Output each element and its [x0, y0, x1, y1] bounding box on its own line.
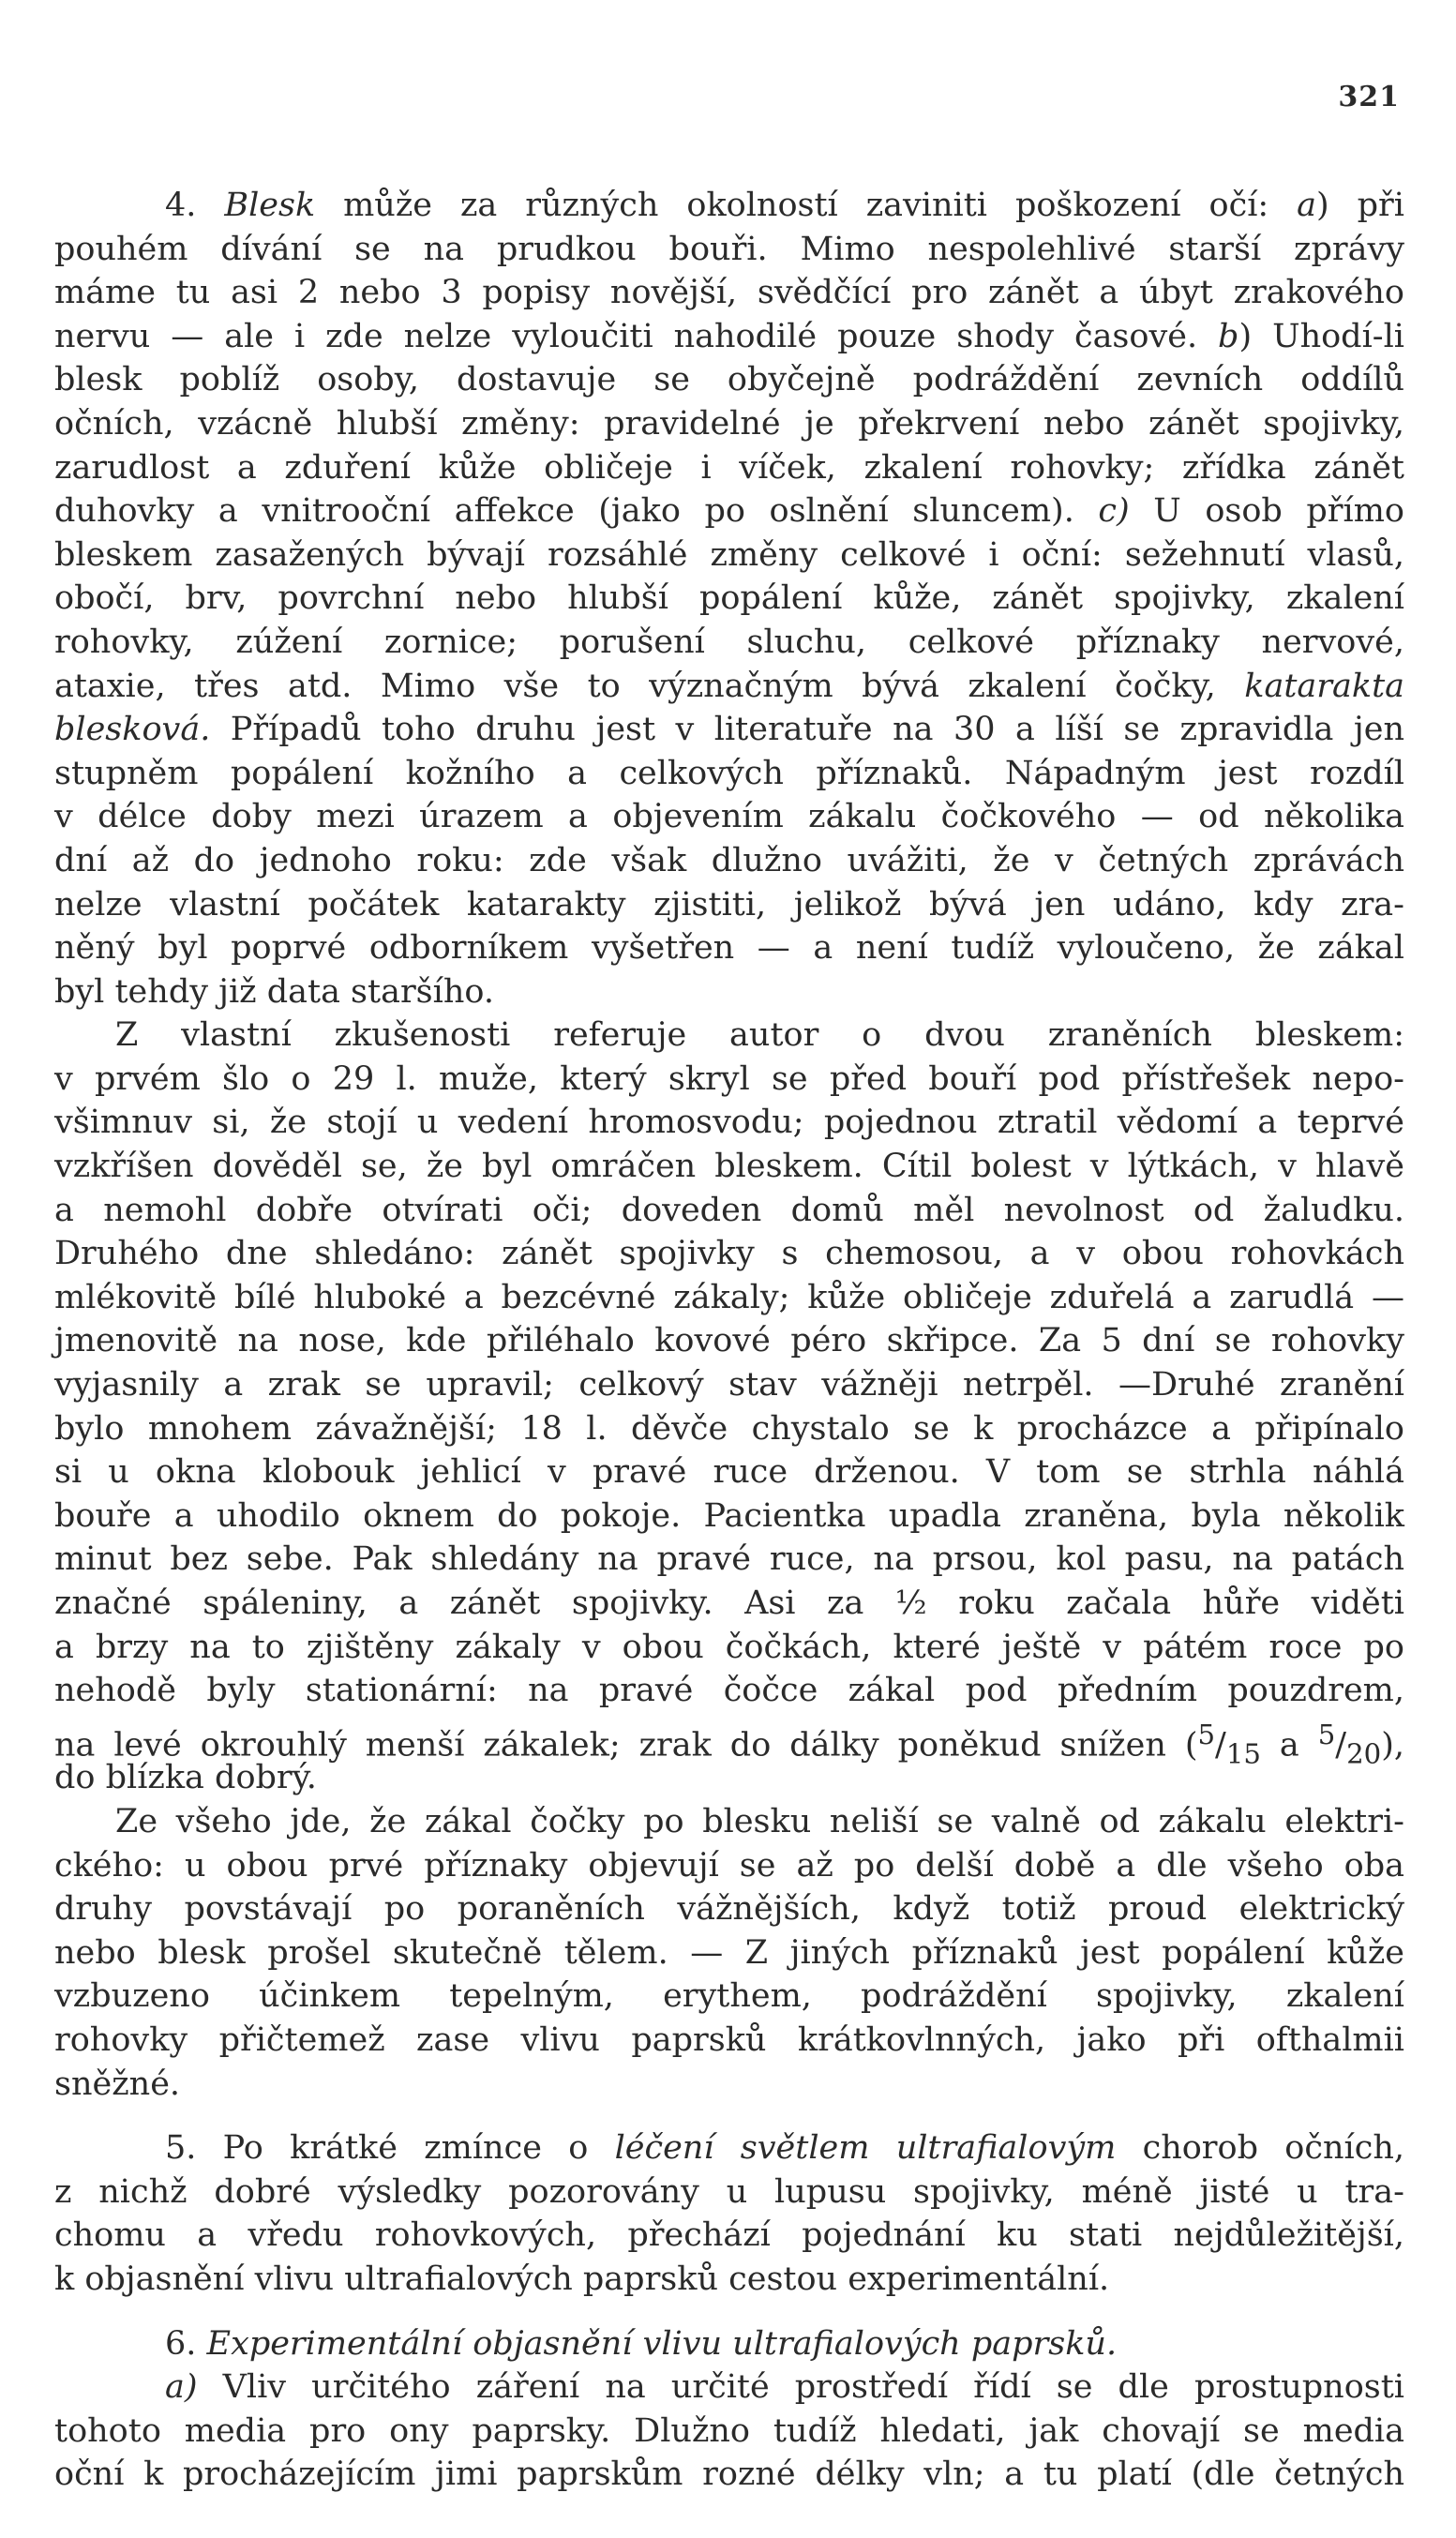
text-line: nehodě byly stationární: na pravé čočce zákal pod předním pouzdrem, [54, 1672, 1404, 1710]
text-line: druhy povstávají po poraněních vážnějších, když totiž proud elektrický [54, 1890, 1404, 1929]
text-line: ckého: u obou prvé příznaky objevují se až po delší době a dle všeho oba [54, 1846, 1404, 1885]
text-line: očních, vzácně hlubší změny: pravidelné je překrvení nebo zánět spojivky, [54, 404, 1404, 443]
text-line: z nichž dobré výsledky pozorovány u lupusu spojivky, méně jisté u tra- [54, 2172, 1404, 2211]
text-line: chomu a vředu rohovkových, přechází pojednání ku stati nejdůležitější, [54, 2216, 1404, 2255]
page-number: 321 [1338, 81, 1400, 113]
text-line: a brzy na to zjištěny zákaly v obou čočkách, které ještě v pátém roce po [54, 1628, 1404, 1666]
text-line: Ze všeho jde, že zákal čočky po blesku neliší se valně od zákalu elektri- [115, 1802, 1404, 1840]
text-line: v délce doby mezi úrazem a objevením zákalu čočkového — od několika [54, 798, 1404, 836]
text-line: rohovky, zúžení zornice; porušení sluchu, celkové příznaky nervové, [54, 623, 1404, 661]
text-line: duhovky a vnitrooční affekce (jako po oslnění sluncem). c) U osob přímo [54, 492, 1404, 531]
text-line: sněžné. [54, 2065, 181, 2103]
text-line: vzkříšen dověděl se, že byl omráčen bleskem. Cítil bolest v lýtkách, v hlavě [54, 1148, 1404, 1186]
text-line: oční k procházejícím jimi paprskům rozné délky vln; a tu platí (dle četných [54, 2455, 1404, 2494]
text-line: nebo blesk prošel skutečně tělem. — Z jiných příznaků jest popálení kůže [54, 1933, 1404, 1972]
text-line: byl tehdy již data staršího. [54, 972, 494, 1011]
text-line: do blízka dobrý. [54, 1759, 317, 1797]
text-line: zarudlost a zduření kůže obličeje i víček, zkalení rohovky; zřídka zánět [54, 448, 1404, 487]
text-line: nelze vlastní počátek katarakty zjistiti, jelikož bývá jen udáno, kdy zra- [54, 885, 1404, 924]
text-line: k objasnění vlivu ultrafialových paprsků cestou experimentální. [54, 2260, 1110, 2298]
text-line: na levé okrouhlý menší zákalek; zrak do dálky poněkud snížen ($^5/_{15}$ a $^5/_{20}$), [54, 1718, 1404, 1770]
paragraph-gap [54, 2302, 1404, 2322]
text-line: rohovky přičtemež zase vlivu paprsků krátkovlnných, jako při ofthalmii [54, 2020, 1404, 2059]
text-line: v prvém šlo o 29 l. muže, který skryl se před bouří pod přístřešek nepo- [54, 1059, 1404, 1098]
text-line: a) Vliv určitého záření na určité prostředí řídí se dle prostupnosti [165, 2368, 1404, 2407]
text-line: mlékovitě bílé hluboké a bezcévné zákaly; kůže obličeje zduřelá a zarudlá — [54, 1278, 1404, 1316]
text-line: značné spáleniny, a zánět spojivky. Asi za ½ roku začala hůře viděti [54, 1584, 1404, 1622]
text-line: nervu — ale i zde nelze vyloučiti nahodilé pouze shody časové. b) Uhodí-li [54, 317, 1404, 355]
text-line: 5. Po krátké zmínce o léčení světlem ultrafialovým chorob očních, [165, 2129, 1404, 2168]
text-line: bleskem zasažených bývají rozsáhlé změny celkové i oční: sežehnutí vlasů, [54, 535, 1404, 574]
text-line: něný byl poprvé odborníkem vyšetřen — a není tudíž vyloučeno, že zákal [54, 929, 1404, 968]
text-line: Z vlastní zkušenosti referuje autor o dvou zraněních bleskem: [115, 1016, 1404, 1055]
text-line: tohoto media pro ony paprsky. Dlužno tudíž hledati, jak chovají se media [54, 2411, 1404, 2450]
text-line: bylo mnohem závažnější; 18 l. děvče chystalo se k procházce a připínalo [54, 1409, 1404, 1448]
text-line: dní až do jednoho roku: zde však dlužno uvážiti, že v četných zprávách [54, 841, 1404, 879]
paragraph-gap [54, 2106, 1404, 2126]
text-line: vyjasnily a zrak se upravil; celkový stav vážněji netrpěl. —Druhé zranění [54, 1366, 1404, 1404]
text-line: stupněm popálení kožního a celkových příznaků. Nápadným jest rozdíl [54, 754, 1404, 792]
text-line: si u okna klobouk jehlicí v pravé ruce drženou. V tom se strhla náhlá [54, 1453, 1404, 1492]
text-line: blesk poblíž osoby, dostavuje se obyčejně podráždění zevních oddílů [54, 361, 1404, 399]
text-line: a nemohl dobře otvírati oči; doveden domů měl nevolnost od žaludku. [54, 1191, 1404, 1229]
text-line: všimnuv si, že stojí u vedení hromosvodu; pojednou ztratil vědomí a teprvé [54, 1104, 1404, 1142]
text-line: Druhého dne shledáno: zánět spojivky s chemosou, a v obou rohovkách [54, 1235, 1404, 1273]
text-line: 4. Blesk může za různých okolností zaviniti poškození očí: a) při [165, 187, 1404, 224]
text-line: pouhém dívání se na prudkou bouři. Mimo nespolehlivé starší zprávy [54, 230, 1404, 268]
text-line: vzbuzeno účinkem tepelným, erythem, podráždění spojivky, zkalení [54, 1977, 1404, 2016]
body-text [54, 184, 1404, 2497]
text-line: minut bez sebe. Pak shledány na pravé ruce, na prsou, kol pasu, na patách [54, 1540, 1404, 1579]
text-line: 6. Experimentální objasnění vlivu ultrafialových paprsků. [165, 2324, 1118, 2363]
text-line: máme tu asi 2 nebo 3 popisy novější, svědčící pro zánět a úbyt zrakového [54, 274, 1404, 312]
text-line: bouře a uhodilo oknem do pokoje. Pacientka upadla zraněna, byla několik [54, 1496, 1404, 1535]
text-line: blesková. Případů toho druhu jest v literatuře na 30 a líší se zpravidla jen [54, 711, 1404, 749]
text-line: jmenovitě na nose, kde přiléhalo kovové péro skřipce. Za 5 dní se rohovky [54, 1322, 1404, 1360]
text-line: obočí, brv, povrchní nebo hlubší popálení kůže, zánět spojivky, zkalení [54, 579, 1404, 618]
text-line: ataxie, třes atd. Mimo vše to význačným bývá zkalení čočky, katarakta [54, 667, 1404, 705]
